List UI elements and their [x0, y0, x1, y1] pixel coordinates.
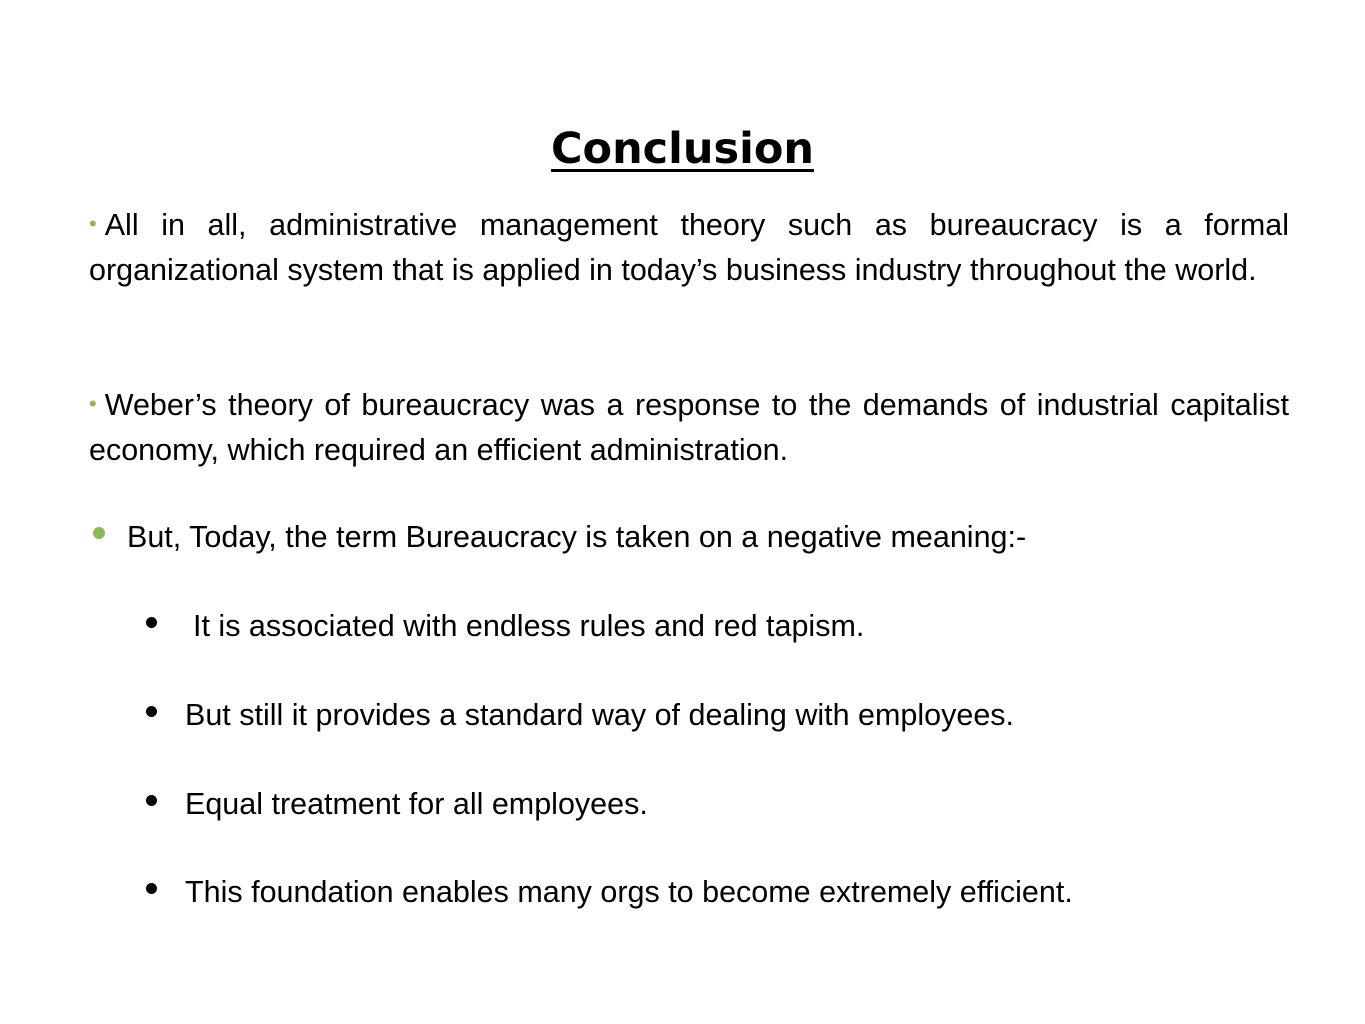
bullet-icon — [146, 795, 157, 806]
sub-point — [146, 782, 648, 827]
paragraph-text: Weber’s theory of bureaucracy was a response to the demands of industrial capitalist economy, which required an efficient administration. — [89, 388, 1289, 467]
sub-point-text: It is associated with endless rules and red tapism. — [193, 609, 865, 643]
main-point — [91, 515, 1291, 560]
sub-point-text: This foundation enables many orgs to become extremely efficient. — [185, 875, 1073, 909]
bullet-icon — [93, 527, 105, 539]
paragraph-weber-theory — [89, 381, 1289, 473]
sub-point-text: Equal treatment for all employees. — [185, 787, 648, 821]
bullet-icon — [146, 617, 157, 628]
sub-point-text: But still it provides a standard way of dealing with employees. — [185, 698, 1015, 732]
sub-point — [146, 604, 864, 649]
bullet-icon: • — [89, 211, 97, 236]
paragraph-administrative-theory — [89, 201, 1289, 293]
sub-point — [146, 870, 1073, 915]
bullet-icon — [146, 706, 157, 717]
slide-title: Conclusion — [550, 124, 815, 174]
bullet-icon — [146, 883, 157, 894]
sub-point — [146, 693, 1014, 738]
paragraph-text: All in all, administrative management theory such as bureaucracy is a formal organizational system that is applied in today’s business industry throughout the world. — [89, 208, 1289, 287]
bullet-icon: • — [89, 391, 97, 416]
main-point-text: But, Today, the term Bureaucracy is taken on a negative meaning:- — [127, 520, 1027, 554]
